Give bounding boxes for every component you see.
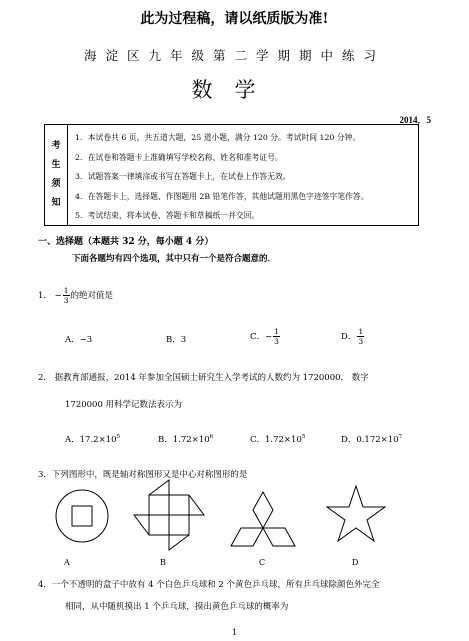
- figure-c-three-rhombi: [231, 492, 295, 546]
- q2-option-c: [250, 433, 305, 445]
- figure-b-pinwheel: [134, 480, 204, 550]
- q2-option-a: [65, 433, 120, 445]
- notes-list: [75, 128, 369, 226]
- option-text: C．1.72×10: [250, 435, 302, 445]
- question-number: 1．: [38, 291, 52, 301]
- option-label: C．: [250, 332, 266, 342]
- note-item: 3．试题答案一律填涂或书写在答题卡上，在试卷上作答无效。: [75, 172, 291, 181]
- fraction-denominator: 3: [358, 337, 364, 346]
- figure-a-coin: [56, 490, 108, 542]
- figure-label-d: D: [352, 558, 359, 567]
- fraction-denominator: 3: [274, 337, 279, 346]
- exponent: 5: [116, 434, 121, 441]
- question-4-line-2: 相同，从中随机摸出 1 个乒乓球，摸出黄色乒乓球的概率为: [65, 602, 289, 612]
- exam-title: 海淀区九年级第二学期期中练习: [83, 48, 385, 63]
- question-4-line-1: 4．一个不透明的盒子中放有 4 个白色乒乓球和 2 个黄色乒乓球，所有乒乓球除颜色外完全: [38, 580, 380, 590]
- option-text: D．0.172×10: [341, 435, 399, 445]
- figure-label-c: C: [259, 558, 266, 567]
- section-instruction: 下面各题均有四个选项，其中只有一个是符合题意的．: [72, 254, 277, 264]
- draft-notice: 此为过程稿，请以纸质版为准!: [140, 11, 329, 27]
- q1-option-c: [250, 327, 281, 346]
- figure-label-b: B: [160, 558, 166, 567]
- page-number: 1: [231, 628, 238, 637]
- fraction-numerator: 1: [358, 327, 364, 336]
- note-item: 2．在试卷和答题卡上准确填写学校名称、姓名和准考证号。: [75, 152, 283, 162]
- fraction-denominator: 3: [63, 296, 69, 305]
- fraction: [357, 327, 364, 346]
- notes-label-char: 知: [51, 198, 61, 208]
- question-text: 的绝对值是: [70, 291, 114, 301]
- option-text: A．17.2×10: [65, 435, 117, 445]
- fraction-numerator: 1: [63, 286, 69, 295]
- q3-figures: [0, 478, 469, 560]
- q2-option-b: [158, 433, 213, 445]
- question-1: [38, 286, 113, 305]
- figure-label-a: A: [64, 558, 70, 567]
- exponent: 5: [301, 434, 306, 441]
- q1-option-a: A．−3: [65, 335, 93, 345]
- minus-sign: −: [54, 291, 62, 301]
- exam-date: 2014．5: [399, 115, 431, 125]
- fraction-numerator: 1: [274, 327, 279, 336]
- question-2-line-1: 2． 据教育部通报，2014 年参加全国硕士研究生入学考试的人数约为 1720000． 数字: [38, 373, 369, 383]
- note-item: 5．考试结束，将本试卷、答题卡和草稿纸一并交回。: [75, 211, 260, 220]
- fraction: [63, 286, 70, 305]
- note-item: 1．本试卷共 6 页，共五道大题，25 道小题，满分 120 分。考试时间 120 分钟。: [75, 133, 361, 142]
- note-item: 4．在答题卡上，选择题、作图题用 2B 铅笔作答，其他试题用黑色字迹签字笔作答。: [75, 191, 369, 201]
- option-text: B．1.72×10: [158, 435, 210, 445]
- option-label: D．: [341, 332, 357, 342]
- q2-option-d: [341, 433, 402, 445]
- fraction: [273, 327, 280, 346]
- question-3: 3．下列图形中，既是轴对称图形又是中心对称图形的是: [38, 470, 248, 480]
- candidate-notes-box: [44, 124, 419, 226]
- question-2-line-2: 1720000 用科学记数法表示为: [65, 400, 183, 410]
- minus-sign: −: [265, 332, 273, 342]
- section-title: 一、选择题（本题共 32 分，每小题 4 分）: [38, 237, 214, 247]
- notes-label-char: 须: [51, 179, 61, 189]
- figure-d-star: [327, 486, 385, 541]
- exponent: 7: [398, 434, 403, 441]
- notes-label-char: 考: [51, 141, 61, 151]
- exponent: 6: [209, 434, 214, 441]
- subject-title: 数学: [191, 78, 278, 102]
- notes-label: [45, 125, 68, 225]
- q1-option-b: B．3: [166, 335, 187, 345]
- q1-option-d: [341, 327, 365, 346]
- notes-label-char: 生: [51, 160, 61, 170]
